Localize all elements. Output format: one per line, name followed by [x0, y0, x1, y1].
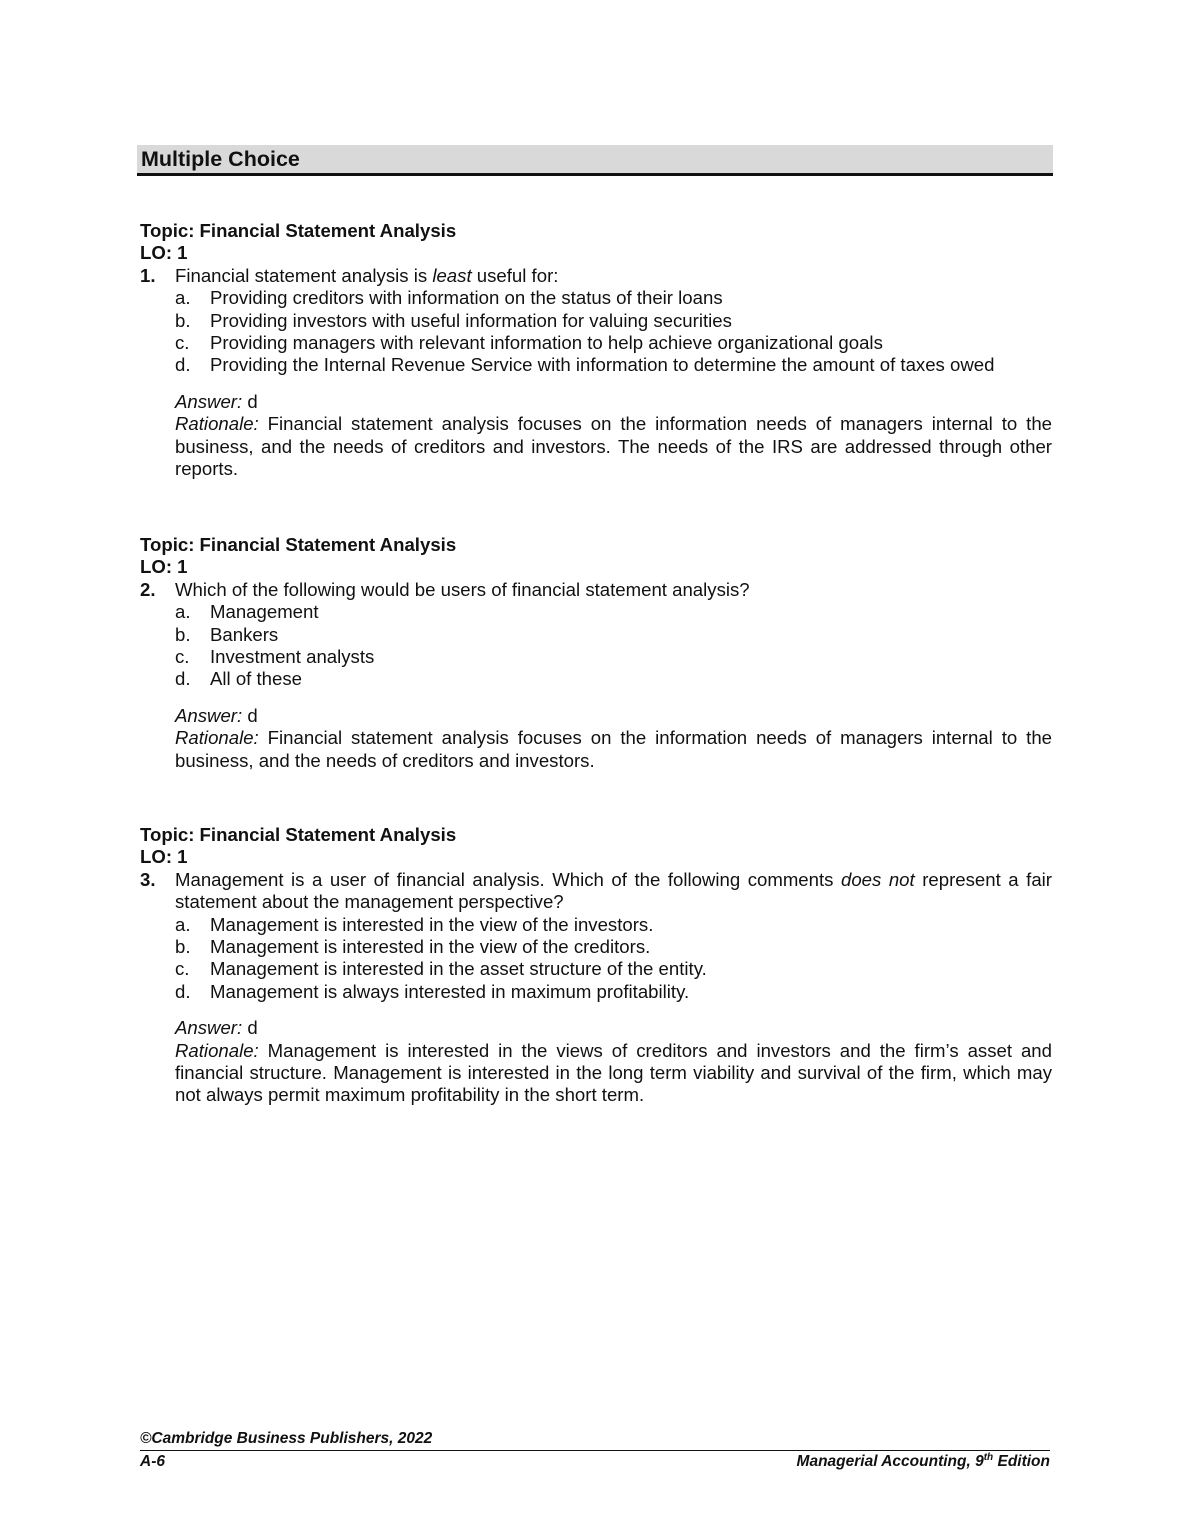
footer-book-title — [797, 1452, 1050, 1471]
option-text: Bankers — [210, 623, 279, 645]
rationale-text: Financial statement analysis focuses on the information needs of managers internal to the business, and the needs of creditors and investors. The needs of the IRS are addressed through other reports. — [175, 413, 1052, 480]
rationale-label: Rationale: — [175, 413, 259, 435]
option-letter: d. — [175, 354, 191, 376]
option-text: Management — [210, 601, 319, 623]
question-3 — [140, 824, 1052, 1107]
option-text: Providing creditors with information on the status of their loans — [210, 287, 723, 309]
answer-line — [175, 391, 1052, 413]
stem-emphasis: does not — [840, 868, 915, 890]
rationale-text: Management is interested in the views of creditors and investors and the firm’s asset and financial structure. Management is interested in the long term viability and survival of the firm, which may not always permit maximum profitability in the short term. — [175, 1039, 1052, 1106]
option-text: Management is always interested in maximum profitability. — [210, 980, 690, 1002]
option-letter: b. — [175, 936, 191, 958]
question-lo: LO: 1 — [140, 242, 188, 264]
rationale-text: Financial statement analysis focuses on the information needs of managers internal to the business, and the needs of creditors and investors. — [175, 727, 1052, 771]
footer-divider — [140, 1450, 1050, 1451]
answer-label: Answer: — [175, 390, 243, 412]
rationale — [175, 727, 1052, 772]
footer-copyright: ©Cambridge Business Publishers, 2022 — [140, 1430, 433, 1447]
stem-text-end: useful for: — [471, 264, 559, 286]
answer-value: d — [242, 1017, 258, 1039]
question-lo: LO: 1 — [140, 556, 188, 578]
option-d — [140, 354, 1052, 376]
question-stem — [140, 265, 1052, 287]
question-stem — [140, 869, 1052, 914]
answer-block — [140, 705, 1052, 772]
option-letter: a. — [175, 287, 191, 309]
question-lo: LO: 1 — [140, 846, 188, 868]
option-text: Investment analysts — [210, 646, 375, 668]
option-a — [140, 914, 1052, 936]
option-b — [140, 936, 1052, 958]
book-title: Managerial Accounting, 9 — [796, 1453, 984, 1470]
option-letter: c. — [175, 958, 190, 980]
rationale — [175, 413, 1052, 480]
answer-value: d — [242, 704, 258, 726]
question-topic: Topic: Financial Statement Analysis — [140, 220, 457, 241]
question-topic: Topic: Financial Statement Analysis — [140, 534, 457, 555]
option-letter: c. — [175, 646, 190, 668]
book-edition: Edition — [993, 1453, 1050, 1470]
option-text: All of these — [210, 668, 302, 690]
question-number: 1. — [140, 264, 156, 286]
option-text: Management is interested in the view of the investors. — [210, 913, 654, 935]
stem-text: Financial statement analysis is — [175, 264, 433, 286]
question-number: 2. — [140, 578, 156, 600]
edition-superscript: th — [983, 1451, 994, 1463]
stem-text: Management is a user of financial analysis. Which of the following comments — [175, 868, 841, 890]
option-text: Management is interested in the asset structure of the entity. — [210, 958, 707, 980]
answer-line — [175, 705, 1052, 727]
section-header — [137, 145, 1053, 176]
question-number: 3. — [140, 868, 156, 890]
section-title: Multiple Choice — [141, 147, 300, 171]
option-text: Providing the Internal Revenue Service with information to determine the amount of taxes owed — [210, 354, 995, 376]
option-letter: a. — [175, 601, 191, 623]
answer-label: Answer: — [175, 1017, 243, 1039]
stem-emphasis: least — [432, 264, 472, 286]
rationale — [175, 1040, 1052, 1107]
rationale-label: Rationale: — [175, 1039, 259, 1061]
option-b — [140, 624, 1052, 646]
option-text: Management is interested in the view of the creditors. — [210, 936, 651, 958]
option-b — [140, 310, 1052, 332]
option-letter: d. — [175, 668, 191, 690]
option-text: Providing managers with relevant information to help achieve organizational goals — [210, 332, 883, 354]
answer-value: d — [242, 390, 258, 412]
question-1 — [140, 220, 1052, 480]
stem-text-end: represent a fair statement about the management perspective? — [175, 868, 1052, 913]
question-2 — [140, 534, 1052, 772]
answer-line — [175, 1017, 1052, 1039]
option-letter: a. — [175, 913, 191, 935]
option-c — [140, 646, 1052, 668]
option-a — [140, 287, 1052, 309]
option-a — [140, 601, 1052, 623]
option-letter: d. — [175, 980, 191, 1002]
footer-page-number: A-6 — [140, 1453, 165, 1470]
option-letter: b. — [175, 309, 191, 331]
question-topic: Topic: Financial Statement Analysis — [140, 824, 457, 845]
option-text: Providing investors with useful information for valuing securities — [210, 309, 732, 331]
answer-block — [140, 1017, 1052, 1107]
option-c — [140, 958, 1052, 980]
answer-block — [140, 391, 1052, 481]
answer-label: Answer: — [175, 704, 243, 726]
stem-text: Which of the following would be users of financial statement analysis? — [175, 578, 750, 600]
option-letter: b. — [175, 623, 191, 645]
question-stem — [140, 579, 1052, 601]
option-letter: c. — [175, 332, 190, 354]
rationale-label: Rationale: — [175, 727, 259, 749]
option-c — [140, 332, 1052, 354]
option-d — [140, 668, 1052, 690]
option-d — [140, 981, 1052, 1003]
